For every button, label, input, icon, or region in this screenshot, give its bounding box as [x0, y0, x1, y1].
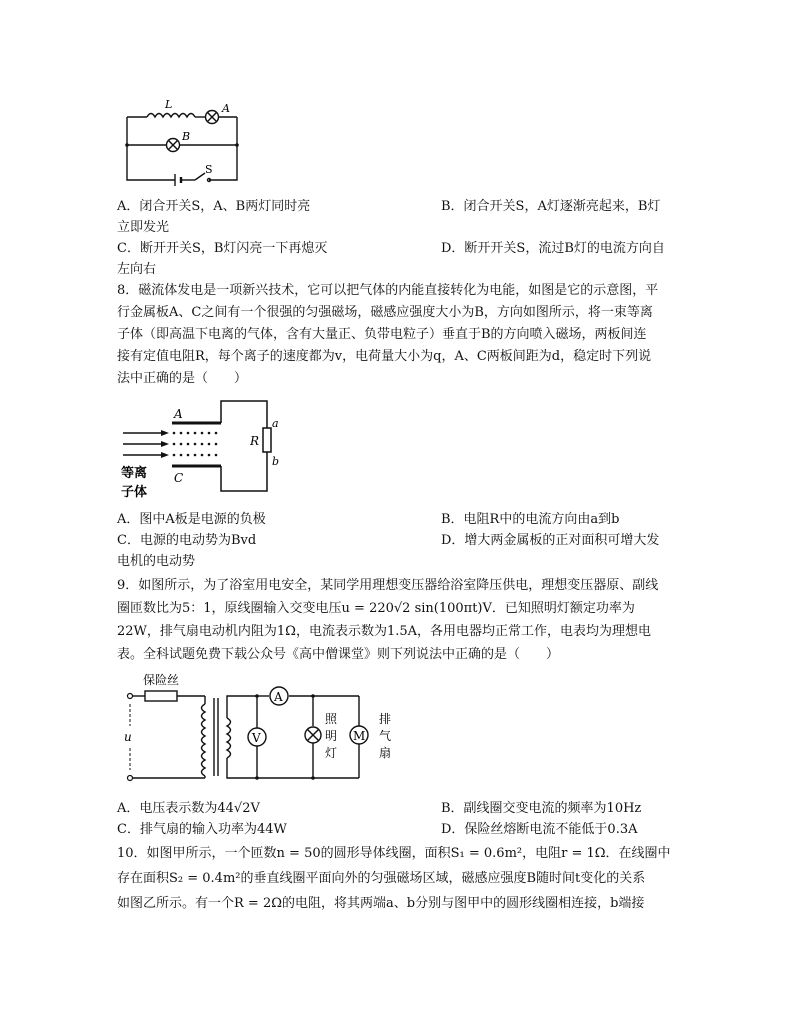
- label-A: A: [222, 102, 230, 115]
- q8-option-c: C．电源的电动势为Bvd: [117, 533, 257, 548]
- label-lamp-1: 照: [325, 712, 338, 726]
- label-terminal-a: a: [272, 417, 279, 430]
- label-lamp-3: 灯: [325, 746, 338, 760]
- q8-line-4: 接有定值电阻R，每个离子的速度都为v，电荷量大小为q，A、C两板间距为d，稳定时下列说: [117, 349, 652, 364]
- q9-line-3: 22W，排气扇电动机内阻为1Ω，电流表示数为1.5A，各用电器均正常工作，电表均为理想电: [117, 624, 652, 639]
- q8-option-d-line1: D．增大两金属板的正对面积可增大发: [441, 533, 660, 548]
- q7-option-d-line1: D．断开开关S，流过B灯的电流方向自: [441, 241, 665, 256]
- q9-option-c: C．排气扇的输入功率为44W: [117, 822, 287, 837]
- q9-line-2: 圈匝数比为5：1，原线圈输入交变电压u = 220√2 sin(100πt)V．已知照明灯额定功率为: [117, 601, 635, 616]
- q8-line-1: 8．磁流体发电是一项新兴技术，它可以把气体的内能直接转化为电能，如图是它的示意图，平: [117, 283, 659, 298]
- label-voltmeter: V: [252, 731, 261, 745]
- label-resistor-R: R: [250, 434, 260, 448]
- label-ammeter: A: [274, 690, 283, 704]
- q9-option-d: D．保险丝熔断电流不能低于0.3A: [441, 822, 638, 837]
- label-fan-3: 扇: [379, 746, 392, 760]
- figure-mhd-generator: [117, 393, 287, 505]
- q9-option-a: A．电压表示数为44√2V: [117, 801, 260, 816]
- label-lamp-2: 明: [325, 729, 338, 743]
- q10-line-1: 10．如图甲所示，一个匝数n = 50的圆形导体线圈，面积S₁ = 0.6m²，电阻r = 1Ω．在线圈中: [117, 846, 671, 861]
- label-plasma-1: 等离: [121, 466, 148, 481]
- q9-option-b: B．副线圈交变电流的频率为10Hz: [441, 801, 642, 816]
- q7-option-b-line2: 立即发光: [117, 220, 170, 235]
- q8-line-5: 法中正确的是（ ）: [117, 371, 248, 386]
- q8-option-a: A．图中A板是电源的负极: [117, 512, 266, 527]
- q7-option-c: C．断开开关S，B灯闪亮一下再熄灭: [117, 241, 328, 256]
- label-plate-A: A: [174, 407, 183, 421]
- q10-line-3: 如图乙所示。有一个R = 2Ω的电阻，将其两端a、b分别与图甲中的圆形线圈相连接，b端接: [117, 896, 645, 911]
- q8-option-b: B．电阻R中的电流方向由a到b: [441, 512, 620, 527]
- label-plate-C: C: [174, 471, 184, 485]
- q7-option-d-line2: 左向右: [117, 262, 157, 277]
- q8-line-2: 行金属板A、C之间有一个很强的匀强磁场，磁感应强度大小为B，方向如图所示，将一束等离: [117, 305, 653, 320]
- q8-line-3: 子体（即高温下电离的气体，含有大量正、负带电粒子）垂直于B的方向喷入磁场，两板间连: [117, 327, 647, 342]
- q7-option-b-line1: B．闭合开关S，A灯逐渐亮起来，B灯: [441, 199, 661, 214]
- label-fan-1: 排: [379, 712, 392, 726]
- label-u: u: [124, 730, 132, 744]
- label-terminal-b: b: [272, 455, 280, 468]
- q8-option-d-line2: 电机的电动势: [117, 554, 196, 569]
- label-motor: M: [353, 729, 366, 743]
- label-fuse: 保险丝: [143, 673, 180, 687]
- q10-line-2: 存在面积S₂ = 0.4m²的垂直线圈平面向外的匀强磁场区域，磁感应强度B随时间t变化的关系: [117, 871, 646, 886]
- label-S: S: [205, 163, 213, 176]
- label-plasma-2: 子体: [121, 485, 148, 500]
- q9-line-4: 表。全科试题免费下载公众号《高中僧课堂》则下列说法中正确的是（ ）: [117, 647, 560, 662]
- figure-transformer-circuit: [117, 668, 412, 790]
- figure-inductor-circuit: [117, 95, 242, 190]
- label-B: B: [182, 130, 191, 143]
- label-fan-2: 气: [379, 729, 392, 743]
- q9-line-1: 9．如图所示，为了浴室用电安全，某同学用理想变压器给浴室降压供电，理想变压器原、副线: [117, 578, 659, 593]
- label-L: L: [165, 98, 173, 111]
- q7-option-a: A．闭合开关S，A、B两灯同时亮: [117, 199, 311, 214]
